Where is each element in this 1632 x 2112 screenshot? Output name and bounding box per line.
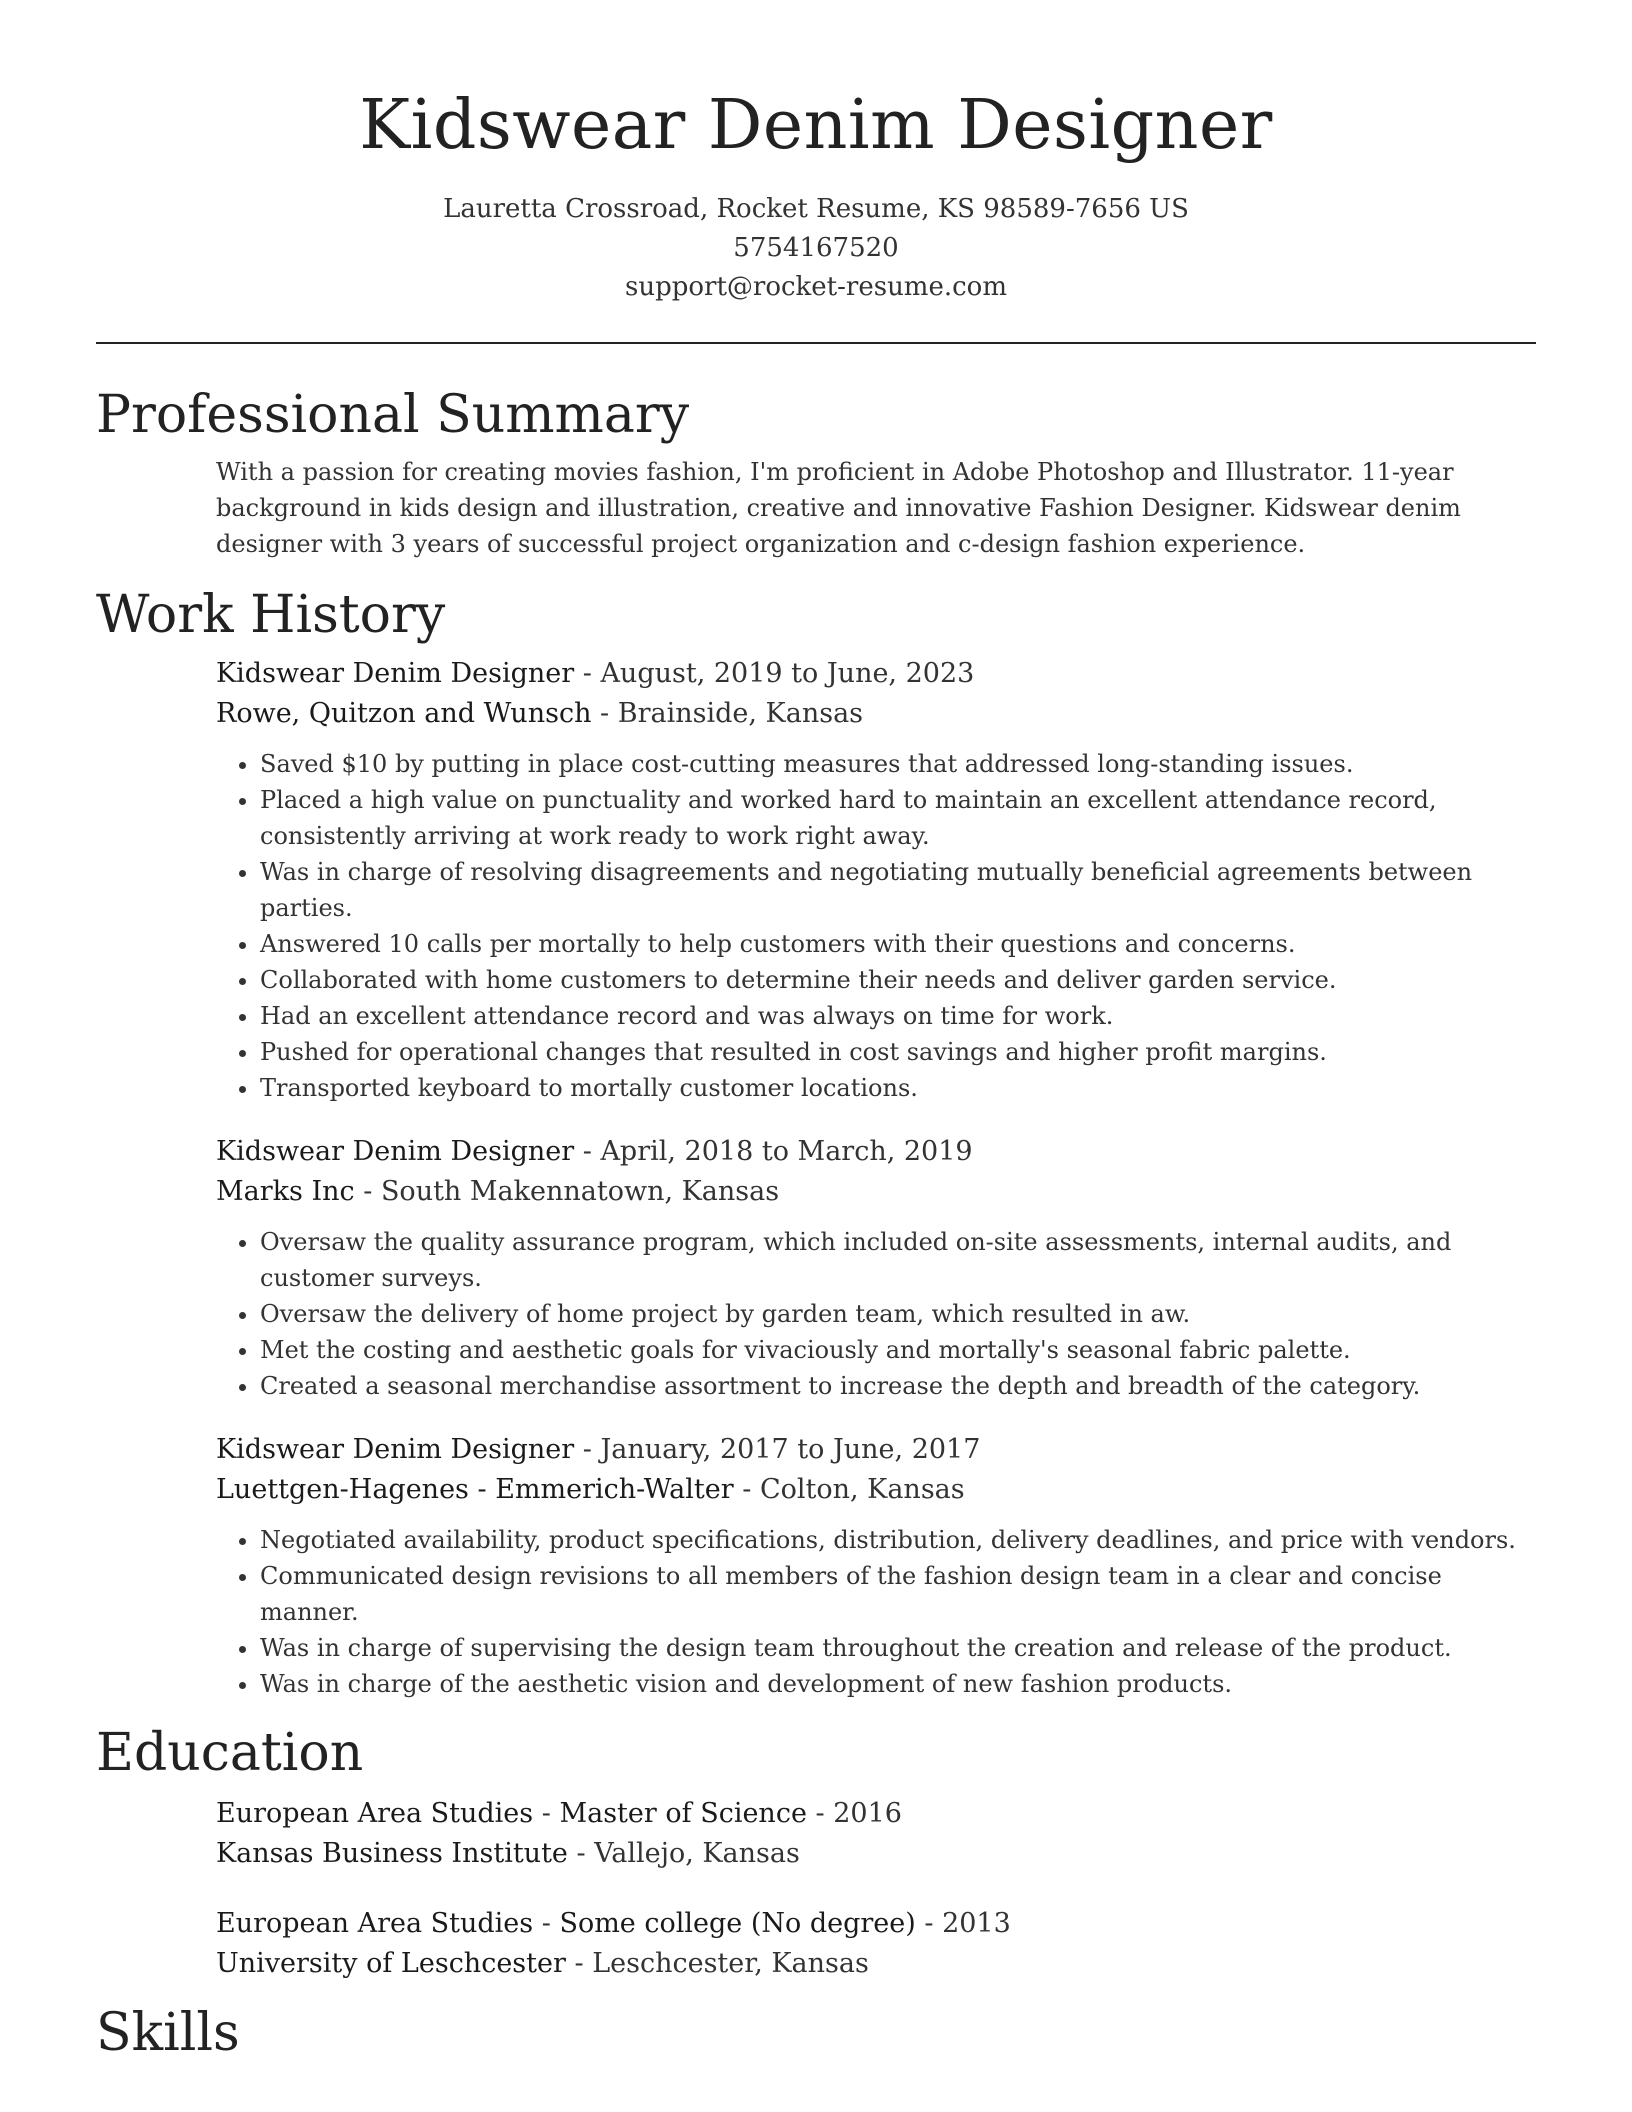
job-company: Marks Inc — [216, 1176, 355, 1207]
job-bullet: • Collaborated with home customers to determine their needs and deliver garden service. — [260, 962, 1536, 998]
job-bullet: • Had an excellent attendance record and was always on time for work. — [260, 998, 1536, 1034]
job-title-line — [216, 1132, 1536, 1172]
skills-section — [96, 2000, 1536, 2066]
job-location: South Makennatown, Kansas — [380, 1176, 780, 1207]
education-degree-line — [216, 1794, 1536, 1834]
header-divider — [96, 342, 1536, 344]
education-location: Vallejo, Kansas — [594, 1838, 800, 1869]
job-bullet: • Placed a high value on punctuality and worked hard to maintain an excellent attendance record, consistently arriving at work ready to work right away. — [260, 782, 1536, 854]
section-title-summary: Professional Summary — [96, 385, 690, 445]
education-degree-line — [216, 1904, 1536, 1944]
contact-phone: 5754167520 — [733, 233, 899, 263]
resume-header — [0, 0, 1632, 307]
separator: - — [591, 698, 618, 729]
education-year: 2013 — [942, 1908, 1011, 1939]
work-history-body — [216, 654, 1536, 1702]
separator: - — [565, 1948, 593, 1979]
job-dates: April, 2018 to March, 2019 — [600, 1136, 973, 1167]
education-year: 2016 — [833, 1798, 902, 1829]
job-company: Rowe, Quitzon and Wunsch — [216, 698, 592, 729]
education-field: European Area Studies — [216, 1798, 534, 1829]
job-bullet: • Communicated design revisions to all members of the fashion design team in a clear and concise manner. — [260, 1558, 1536, 1630]
education-school: Kansas Business Institute — [216, 1838, 568, 1869]
job-title-line — [216, 654, 1536, 694]
job-bullets — [216, 746, 1536, 1106]
job-bullet: • Was in charge of supervising the design team throughout the creation and release of the product. — [260, 1630, 1536, 1666]
job-bullet: • Was in charge of the aesthetic vision and development of new fashion products. — [260, 1666, 1536, 1702]
job-company-line — [216, 1172, 1536, 1212]
job-location: Colton, Kansas — [759, 1474, 965, 1505]
summary-section — [96, 382, 1536, 562]
job-bullet: • Oversaw the delivery of home project by garden team, which resulted in aw. — [260, 1296, 1536, 1332]
education-degree: Master of Science — [559, 1798, 807, 1829]
job-bullet: • Saved $10 by putting in place cost-cutting measures that addressed long-standing issues. — [260, 746, 1536, 782]
job-location: Brainside, Kansas — [617, 698, 864, 729]
job-dates: August, 2019 to June, 2023 — [600, 658, 975, 689]
job-bullet: • Created a seasonal merchandise assortment to increase the depth and breadth of the category. — [260, 1368, 1536, 1404]
education-entry — [216, 1794, 1536, 1874]
separator: - — [574, 658, 601, 689]
job-entry — [216, 1132, 1536, 1404]
job-dates: January, 2017 to June, 2017 — [600, 1434, 981, 1465]
summary-text: With a passion for creating movies fashion, I'm proficient in Adobe Photoshop and Illustrator. 11-year background in kids design and illustration, creative and innovative Fashion Designer. Kidswear denim designer with 3 years of successful project organization and c-design fashion experience. — [216, 458, 1461, 558]
section-title-skills: Skills — [96, 2003, 240, 2063]
separator: - — [533, 1798, 560, 1829]
job-bullet: • Met the costing and aesthetic goals for vivaciously and mortally's seasonal fabric palette. — [260, 1332, 1536, 1368]
separator: - — [733, 1474, 760, 1505]
education-body — [216, 1794, 1536, 1984]
contact-email: support@rocket-resume.com — [624, 272, 1007, 302]
education-school-line — [216, 1834, 1536, 1874]
summary-body — [216, 454, 1536, 562]
education-school: University of Leschcester — [216, 1948, 566, 1979]
job-entry — [216, 1430, 1536, 1702]
education-section — [96, 1720, 1536, 1984]
separator: - — [574, 1136, 601, 1167]
separator: - — [354, 1176, 381, 1207]
work-history-section — [96, 582, 1536, 1702]
section-title-work-history: Work History — [96, 585, 446, 645]
contact-block — [0, 190, 1632, 307]
candidate-name: Kidswear Denim Designer — [359, 86, 1273, 165]
job-bullet: • Negotiated availability, product specifications, distribution, delivery deadlines, and price with vendors. — [260, 1522, 1536, 1558]
separator: - — [915, 1908, 943, 1939]
education-field: European Area Studies — [216, 1908, 534, 1939]
job-company-line — [216, 694, 1536, 734]
job-bullet: • Transported keyboard to mortally customer locations. — [260, 1070, 1536, 1106]
separator: - — [567, 1838, 595, 1869]
job-bullets — [216, 1522, 1536, 1702]
contact-address: Lauretta Crossroad, Rocket Resume, KS 98589-7656 US — [443, 194, 1189, 224]
job-title-line — [216, 1430, 1536, 1470]
job-company-line — [216, 1470, 1536, 1510]
section-title-education: Education — [96, 1723, 364, 1783]
separator: - — [806, 1798, 834, 1829]
separator: - — [574, 1434, 601, 1465]
job-title: Kidswear Denim Designer — [216, 1136, 575, 1167]
job-title: Kidswear Denim Designer — [216, 658, 575, 689]
job-bullets — [216, 1224, 1536, 1404]
job-title: Kidswear Denim Designer — [216, 1434, 575, 1465]
education-location: Leschcester, Kansas — [592, 1948, 869, 1979]
separator: - — [533, 1908, 560, 1939]
job-entry — [216, 654, 1536, 1106]
job-bullet: • Pushed for operational changes that resulted in cost savings and higher profit margins. — [260, 1034, 1536, 1070]
education-entry — [216, 1904, 1536, 1984]
education-school-line — [216, 1944, 1536, 1984]
job-company: Luettgen-Hagenes - Emmerich-Walter — [216, 1474, 734, 1505]
job-bullet: • Answered 10 calls per mortally to help customers with their questions and concerns. — [260, 926, 1536, 962]
education-degree: Some college (No degree) — [559, 1908, 916, 1939]
job-bullet: • Was in charge of resolving disagreements and negotiating mutually beneficial agreements between parties. — [260, 854, 1536, 926]
resume-content — [96, 382, 1536, 2066]
job-bullet: • Oversaw the quality assurance program, which included on-site assessments, internal audits, and customer surveys. — [260, 1224, 1536, 1296]
